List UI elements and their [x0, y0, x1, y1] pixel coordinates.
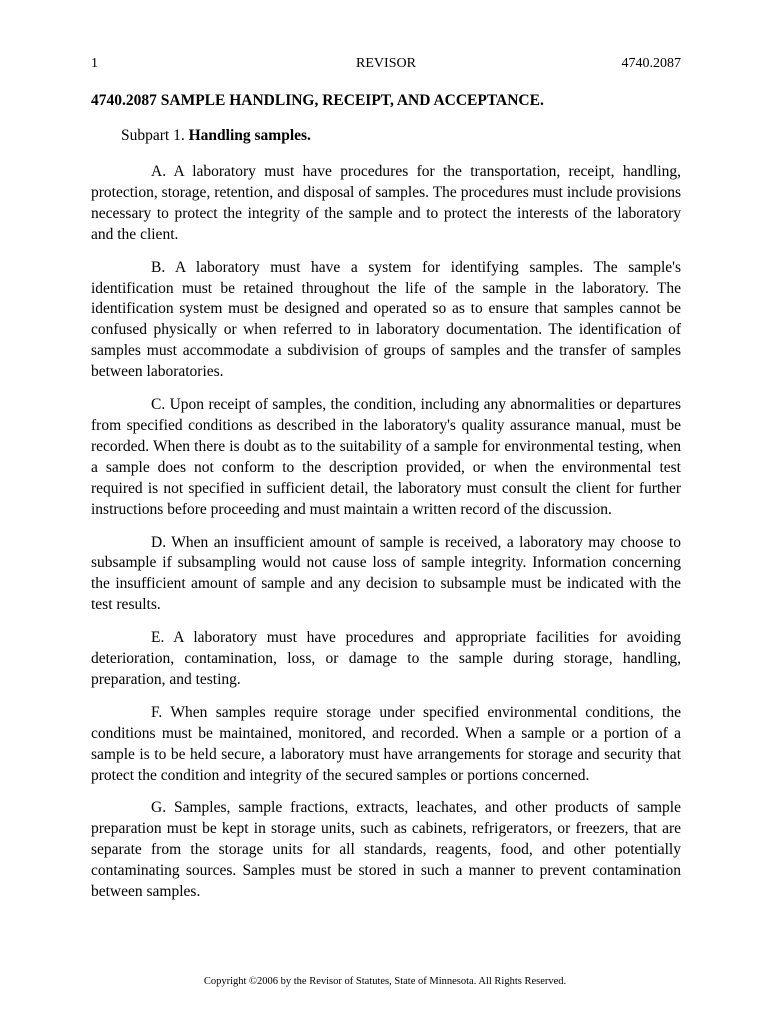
paragraph-b: B. A laboratory must have a system for identifying samples. The sample's identification must be retained throughout the life of the sample in the laboratory. The identification system must be designed and operated so as to ensure that samples cannot be confused physically or when referred to in laboratory documentation. The identification of samples must accommodate a subdivision of groups of samples and the transfer of samples between laboratories. [91, 258, 681, 381]
subpart-label: Subpart 1. [121, 127, 185, 144]
paragraph-e: E. A laboratory must have procedures and appropriate facilities for avoiding deterioration, contamination, loss, or damage to the sample during storage, handling, preparation, and testing. [91, 629, 681, 688]
subpart-heading [121, 127, 311, 145]
paragraph-d: D. When an insufficient amount of sample is received, a laboratory may choose to subsample if subsampling would not cause loss of sample integrity. Information concerning the insufficient amount of sample and any decision to subsample must be indicated with the test results. [91, 533, 681, 614]
header-revisor: REVISOR [356, 56, 416, 71]
paragraph-a: A. A laboratory must have procedures for the transportation, receipt, handling, protection, storage, retention, and disposal of samples. The procedures must include provisions necessary to protect the integrity of the sample and to protect the interests of the laboratory and the client. [91, 163, 681, 243]
paragraph-g: G. Samples, sample fractions, extracts, leachates, and other products of sample preparation must be kept in storage units, such as cabinets, refrigerators, or freezers, that are separate from the storage units for all standards, reagents, food, and other potentially contaminating sources. Samples must be stored in such a manner to prevent contamination between samples. [91, 799, 681, 901]
section-title: 4740.2087 SAMPLE HANDLING, RECEIPT, AND ACCEPTANCE. [91, 92, 544, 109]
header-section-number: 4740.2087 [621, 56, 681, 71]
page-number: 1 [91, 56, 98, 71]
copyright-footer: Copyright ©2006 by the Revisor of Statutes, State of Minnesota. All Rights Reserved. [203, 976, 567, 987]
page-header [91, 56, 681, 74]
subpart-title: Handling samples. [188, 127, 311, 144]
document-body [91, 162, 681, 915]
paragraph-c: C. Upon receipt of samples, the condition, including any abnormalities or departures from specified conditions as described in the laboratory's quality assurance manual, must be recorded. When there is doubt as to the suitability of a sample for environmental testing, when a sample does not conform to the description provided, or when the environmental test required is not specified in sufficient detail, the laboratory must consult the client for further instructions before proceeding and must maintain a written record of the discussion. [91, 396, 681, 518]
paragraph-f: F. When samples require storage under specified environmental conditions, the conditions must be maintained, monitored, and recorded. When a sample or a portion of a sample is to be held secure, a laboratory must have arrangements for storage and security that protect the condition and integrity of the secured samples or portions concerned. [91, 703, 681, 784]
